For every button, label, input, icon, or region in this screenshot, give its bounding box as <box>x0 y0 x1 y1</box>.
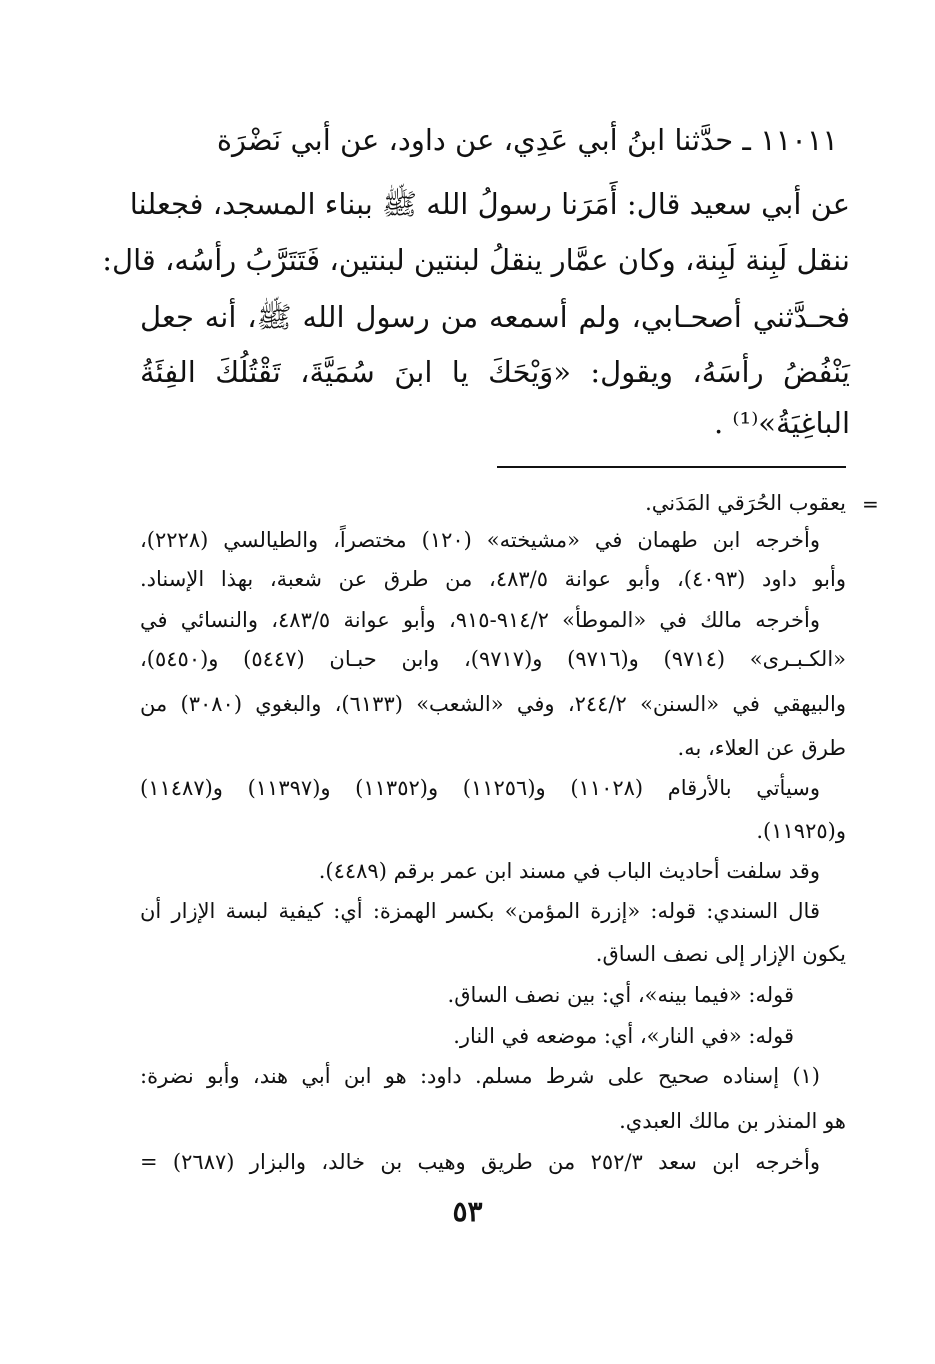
footnote-separator <box>497 466 846 468</box>
footnote-line: وأبو داود (٤٠٩٣)، وأبو عوانة ٤٨٣/٥، من طرق عن شعبة، بهذا الإسناد. <box>140 567 847 591</box>
footnote-line: وقد سلفت أحاديث الباب في مسند ابن عمر برقم (٤٤٨٩). <box>318 859 820 883</box>
footnote-line: يعقوب الحُرَقي المَدَني. <box>645 491 846 515</box>
footnote-line: طرق عن العلاء، به. <box>677 736 846 760</box>
footnote-line: و(١١٩٢٥). <box>756 819 846 843</box>
hadith-line: ننقل لَبِنة لَبِنة، وكان عمَّار ينقلُ لبنتين لبنتين، فَتَتَرَّبُ رأسُه، قال: <box>102 243 850 277</box>
hadith-line: الباغِيَةُ»⁽¹⁾ . <box>713 406 850 440</box>
footnote-line: وأخرجه ابن طهمان في «مشيخته» (١٢٠) مختصراً، والطيالسي (٢٢٢٨)، <box>140 528 820 552</box>
footnote-line: وأخرجه مالك في «الموطأ» ٩١٤/٢-٩١٥، وأبو عوانة ٤٨٣/٥، والنسائي في <box>140 608 820 632</box>
hadith-line: ١١٠١١ ـ حدَّثنا ابنُ أبي عَدِي، عن داود، عن أبي نَضْرَة <box>216 123 838 157</box>
hadith-line: فحـدَّثني أصحـابي، ولم أسمعه من رسول الله ﷺ، أنه جعل <box>140 300 850 334</box>
footnote-line: (١) إسناده صحيح على شرط مسلم. داود: هو ابن أبي هند، وأبو نضرة: <box>140 1064 820 1088</box>
footnote-line: «الكـبـرى» (٩٧١٤) و(٩٧١٦) و(٩٧١٧)، وابن حبـان (٥٤٤٧) و(٥٤٥٠)، <box>140 647 846 671</box>
hadith-line: يَنْفُضُ رأسَهُ، ويقول: «وَيْحَكَ يا ابنَ سُمَيَّةَ، تَقْتُلُكَ الفِئَةُ <box>140 355 850 389</box>
footnote-line: وسيأتي بالأرقام (١١٠٢٨) و(١١٢٥٦) و(١١٣٥٢) و(١١٣٩٧) و(١١٤٨٧) <box>140 776 821 800</box>
footnote-line: قال السندي: قوله: «إزرة المؤمن» بكسر الهمزة: أي: كيفية لبسة الإزار أن <box>140 899 820 923</box>
footnote-line: قوله: «فيما بينه»، أي: بين نصف الساق. <box>447 983 794 1007</box>
page-number: ٥٣ <box>452 1195 483 1228</box>
footnote-line: والبيهقي في «السنن» ٢٤٤/٢، وفي «الشعب» (٦١٣٣)، والبغوي (٣٠٨٠) من <box>140 692 846 716</box>
hadith-line: عن أبي سعيد قال: أَمَرَنا رسولُ الله ﷺ ببناء المسجد، فجعلنا <box>129 187 850 221</box>
continuation-mark: = <box>862 492 879 516</box>
footnote-line: قوله: «في النار»، أي: موضعه في النار. <box>453 1024 794 1048</box>
footnote-line: هو المنذر بن مالك العبدي. <box>619 1109 846 1133</box>
footnote-line: وأخرجه ابن سعد ٢٥٢/٣ من طريق وهيب بن خالد، والبزار (٢٦٨٧) = <box>140 1150 821 1174</box>
footnote-line: يكون الإزار إلى نصف الساق. <box>595 942 846 966</box>
